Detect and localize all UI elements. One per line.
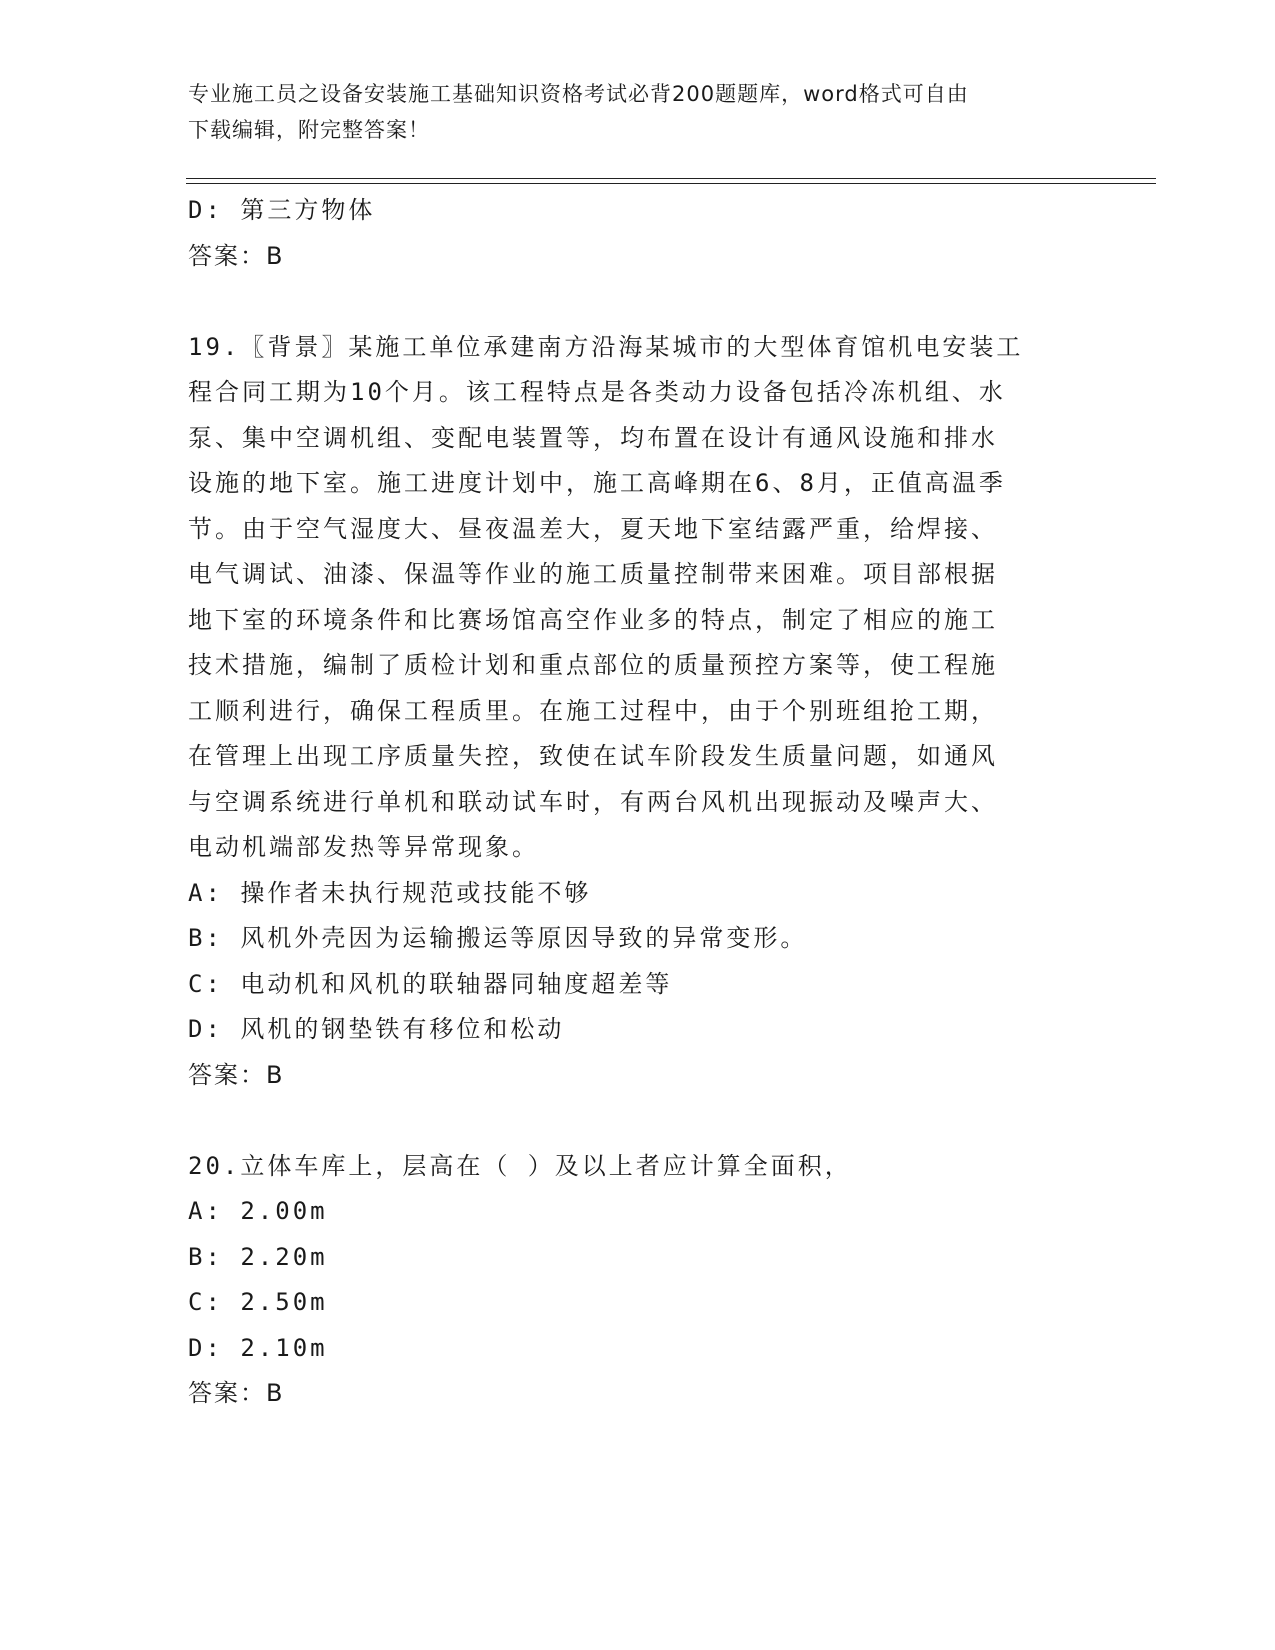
- q19-line: 与空调系统进行单机和联动试车时，有两台风机出现振动及噪声大、: [188, 787, 998, 816]
- document-header: [188, 76, 1068, 148]
- q19-line: 19.〖背景〗某施工单位承建南方沿海某城市的大型体育馆机电安装工: [188, 332, 1024, 361]
- q19-option-c: C: 电动机和风机的联轴器同轴度超差等: [188, 969, 673, 998]
- header-line-1: 专业施工员之设备安装施工基础知识资格考试必背200题题库，word格式可自由: [188, 82, 969, 106]
- q20-option-b: B: 2.20m: [188, 1242, 328, 1271]
- question-20: [188, 1144, 1088, 1417]
- header-line-2: 下载编辑，附完整答案！: [188, 118, 430, 142]
- q20-option-a: A: 2.00m: [188, 1197, 328, 1225]
- prev-option-d: D: 第三方物体: [188, 196, 376, 224]
- prev-answer: 答案：B: [188, 241, 285, 270]
- q19-option-a: A: 操作者未执行规范或技能不够: [188, 878, 592, 907]
- q19-option-b: B: 风机外壳因为运输搬运等原因导致的异常变形。: [188, 924, 808, 952]
- q19-line: 设施的地下室。施工进度计划中，施工高峰期在6、8月，正值高温季: [188, 469, 1006, 497]
- spacer: [188, 279, 1088, 325]
- q20-question: 20.立体车库上，层高在（ ）及以上者应计算全面积，: [188, 1151, 852, 1180]
- q19-line: 程合同工期为10个月。该工程特点是各类动力设备包括冷冻机组、水: [188, 378, 1006, 406]
- q19-line: 地下室的环境条件和比赛场馆高空作业多的特点，制定了相应的施工: [188, 605, 998, 634]
- q19-line: 电动机端部发热等异常现象。: [188, 833, 539, 861]
- header-divider-bottom: [186, 183, 1156, 184]
- q19-option-d: D: 风机的钢垫铁有移位和松动: [188, 1015, 565, 1043]
- header-divider-top: [186, 178, 1156, 179]
- question-19: [188, 325, 1088, 1099]
- q19-line: 工顺利进行，确保工程质里。在施工过程中，由于个别班组抢工期，: [188, 696, 998, 725]
- q19-line: 泵、集中空调机组、变配电装置等，均布置在设计有通风设施和排水: [188, 423, 998, 452]
- q20-option-d: D: 2.10m: [188, 1333, 328, 1362]
- q19-line: 电气调试、油漆、保温等作业的施工质量控制带来困难。项目部根据: [188, 560, 998, 588]
- q20-answer: 答案：B: [188, 1379, 285, 1407]
- q19-answer: 答案：B: [188, 1060, 285, 1089]
- q19-line: 技术措施，编制了质检计划和重点部位的质量预控方案等，使工程施: [188, 651, 998, 679]
- spacer: [188, 1098, 1088, 1144]
- q19-line: 节。由于空气湿度大、昼夜温差大，夏天地下室结露严重，给焊接、: [188, 514, 998, 543]
- q19-line: 在管理上出现工序质量失控，致使在试车阶段发生质量问题，如通风: [188, 742, 998, 770]
- q20-option-c: C: 2.50m: [188, 1288, 328, 1316]
- document-body: [188, 188, 1088, 1417]
